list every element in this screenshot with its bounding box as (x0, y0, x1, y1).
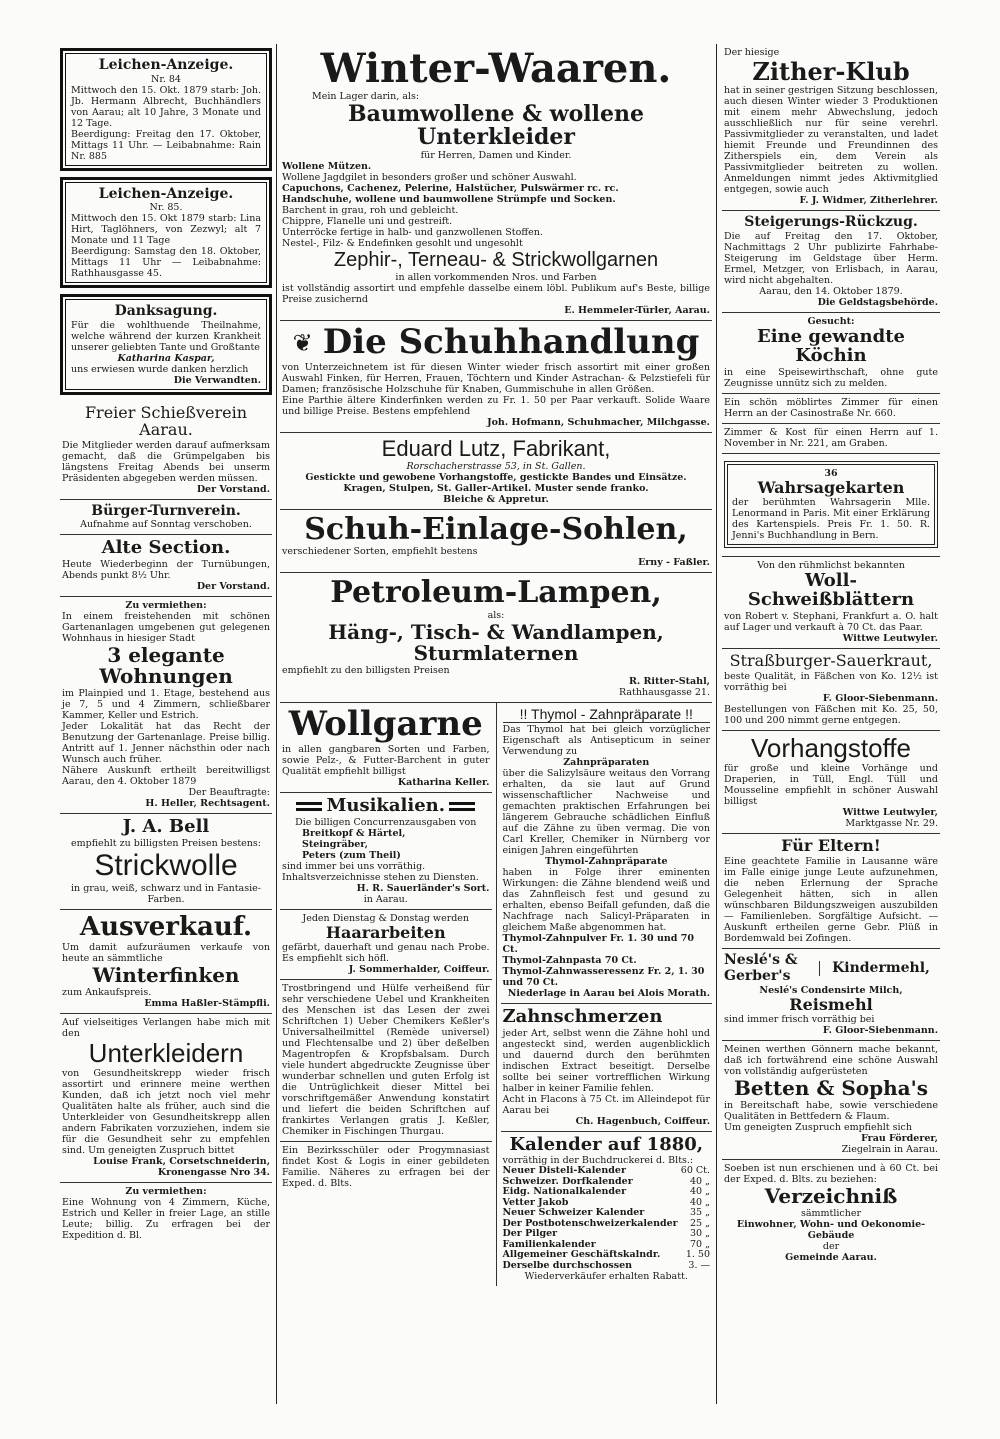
ad-intro: Mein Lager darin, als: (312, 91, 420, 102)
ad-text: für große und kleine Vorhänge und Draperien, in Tüll, Engl. Tüll und Mousseline empfiehlt in schöner Auswahl billigst (724, 763, 938, 808)
calendar-item-name: Neuer Disteli-Kalender (502, 1165, 626, 1177)
calendar-item-name: Der Pilger (502, 1228, 558, 1240)
ad-text: in eine Speisewirthschaft, ohne gute Zeugnisse unnütz sich zu melden. (724, 366, 938, 389)
ad-text: von Unterzeichnetem ist für diesen Winter wieder frisch assortirt mit einer großen Auswahl Finken, für Herren, Frauen, Töchtern und Kinder Astrachan- & Pelzstiefeli für Damen; französische Holzschuhe für Knaben, Gummischuhe in allen Größen. (282, 361, 710, 395)
price-line: Thymol-Zahnpulver Fr. 1. 30 und 70 Ct. (502, 932, 694, 955)
ad-text: Die auf Freitag den 17. Oktober, Nachmittags 2 Uhr publizirte Fahrhabe-Steigerung im Geldstage über Herm. Ermel, Metzger, von Erlisbach, in Aarau, wird nicht abgehalten. (724, 230, 938, 286)
ad-big: Strickwolle (94, 849, 238, 883)
obituary-burial: Beerdigung: Freitag den 17. Oktober, Mittags 11 Uhr. — Leibabnahme: Rain Nr. 885 (71, 128, 261, 162)
shooting-club-ad (60, 401, 272, 500)
calendar-item-name: Neuer Schweizer Kalender (502, 1207, 645, 1219)
thanks-text2: uns erwiesen wurde danken herzlich (71, 364, 249, 376)
hair-ad (280, 910, 492, 981)
ad-title: Zahnschmerzen (502, 1005, 663, 1027)
ad-sign: F. Gloor-Siebenmann. (822, 1025, 938, 1037)
auction-cancel-ad (722, 211, 940, 313)
ad-text: Soeben ist nun erschienen und à 60 Ct. bei der Exped. d. Blts. zu beziehen: (724, 1163, 938, 1186)
ad-text3: haben in Folge ihrer eminenten Wirkungen: die Zähne blendend weiß und das Zahnfleisch fest und gesund zu erhalten, ebenso Beifall gefunden, daß die Nachfrage nach Salicyl-Präparaten in gleichem Maße abgenommen hat. (502, 866, 710, 933)
ad-big: Winterfinken (92, 962, 240, 987)
calendar-item-name: Familienkalender (502, 1238, 596, 1250)
ad-text: Um damit aufzuräumen verkaufe von heute an sämmtliche (62, 941, 270, 964)
yarn-ad (280, 703, 492, 793)
ad-sign: Niederlage in Aarau bei Alois Morath. (507, 987, 710, 999)
apartments-ad (60, 597, 272, 814)
ad-text: In einem freistehenden mit schönen Gartenanlagen umgebenen gut gelegenen Wohnhaus in hiesiger Stadt (62, 611, 270, 645)
calendar-item (503, 1261, 711, 1272)
ad-sign: J. Sommerhalder, Coiffeur. (348, 964, 490, 976)
ad-big: Woll-Schweißblättern (747, 570, 915, 611)
ad-title: Musikalien. (326, 794, 446, 816)
calendar-item-name: Der Postbotenschweizerkalender (502, 1217, 678, 1229)
ad-big: Reismehl (789, 994, 873, 1014)
calendar-item-name: Vetter Jakob (502, 1196, 569, 1208)
calendar-item-price: 40 „ (689, 1175, 710, 1187)
ad-head: Zu vermiethen: (125, 1186, 207, 1198)
lutz-ad (280, 433, 712, 510)
item: Chippre, Flanelle uni und gestreift. (282, 216, 453, 228)
ad-big: Haararbeiten (325, 922, 446, 942)
calendar-item-price: 1. 50 (685, 1249, 710, 1261)
ad-sign: Der Vorstand. (196, 483, 270, 495)
ad-text: Die Mitglieder werden darauf aufmerksam gemacht, daß die Grümpelgaben bis längstens Freitag Abends bei unserm Präsidenten abgegeben werden müssen. (62, 439, 270, 484)
ad-text: empfiehlt zu den billigsten Preisen (282, 664, 450, 676)
ad-line: der (822, 1241, 840, 1253)
ad-sign: F. Gloor-Siebenmann. (822, 693, 938, 705)
price-line: Thymol-Zahnwasseressenz Fr. 2, 1. 30 und 70 Ct. (502, 965, 705, 988)
ad-sign2: in Aarau. (363, 893, 408, 905)
directory-ad (722, 1160, 940, 1267)
ad-sub: Baumwollene & wollene Unterkleider (348, 101, 644, 151)
middle-subcolumn-left (280, 703, 497, 1286)
ad-line: Gestickte und gewobene Vorhangstoffe, gestickte Bandes und Einsätze. (305, 471, 687, 483)
item: Barchent in grau, roh und gebleicht. (282, 205, 459, 217)
zither-ad (722, 44, 940, 211)
ad-line: Peters (zum Theil) (302, 849, 401, 861)
toothache-ad (501, 1004, 713, 1132)
column-right (722, 44, 940, 1267)
shoe-shop-ad (280, 321, 712, 433)
curtain-ad (722, 731, 940, 834)
ad-addr: Rorschacherstrasse 53, in St. Gallen. (406, 460, 586, 472)
ad-big: Betten & Sopha's (733, 1076, 928, 1101)
thanks-notice (60, 294, 272, 395)
obituary-number: Nr. 85. (149, 202, 183, 214)
ad-title: !! Thymol - Zahnpräparate !! (503, 707, 711, 723)
ad-big: Unterkleidern (88, 1037, 244, 1068)
ad-text: in allen gangbaren Sorten und Farben, sowie Pelz-, & Futter-Barchent in guter Qualität empfiehlt billigst (282, 743, 490, 777)
insoles-ad (280, 510, 712, 574)
gymnastics-ad (60, 500, 272, 536)
obituary-85 (60, 177, 272, 289)
ad-sign: F. J. Widmer, Zitherlehrer. (799, 195, 938, 207)
cook-wanted-ad (722, 313, 940, 394)
ad-title: Wahrsagekarten (757, 477, 905, 497)
ad-text: Eine Wohnung von 4 Zimmern, Küche, Estrich und Keller in freier Lage, an stille Leute; billig. Zu erfragen bei der Expedition d. Bl. (62, 1197, 270, 1242)
ad-text: vorräthig in der Buchdruckerei d. Blts.: (502, 1155, 694, 1167)
item: Wollene Mützen. (282, 161, 372, 173)
ad-text2: in grau, weiß, schwarz und in Fantasie-Farben. (71, 882, 261, 905)
ad-text: ist vollständig assortirt und empfehle dasselbe einem löbl. Publikum auf's Beste, billige Preise zusichernd (282, 283, 710, 306)
ad-text: Zimmer & Kost für einen Herrn auf 1. November in Nr. 221, am Graben. (724, 426, 938, 449)
thanks-name: Katharina Kaspar, (117, 353, 215, 365)
board-ad (280, 1142, 492, 1193)
price-line: Thymol-Zahnpasta 70 Ct. (502, 954, 637, 966)
sauerkraut-ad (722, 649, 940, 731)
ad-text: Ein schön möblirtes Zimmer für einen Herrn an der Casinostraße Nr. 660. (724, 396, 938, 419)
ad-text3: Um geneigten Zuspruch empfiehlt sich (724, 1122, 912, 1134)
ad-sub: Zahnpräparaten (563, 756, 650, 768)
ad-sub: Häng-, Tisch- & Wandlampen, Sturmlaternen (328, 619, 664, 665)
ad-sign: Wittwe Leutwyler, (842, 807, 938, 819)
ad-line: Kragen, Stulpen, St. Galler-Artikel. Muster sende franko. (343, 482, 649, 494)
ad-text3: Jeder Lokalität hat das Recht der Benutzung der Gartenanlage. Preise billig. Antritt auf 1. Jenner nächsthin oder nach Wunsch auch früher. (62, 721, 270, 766)
calendar-item-name: Derselbe durchschossen (502, 1259, 633, 1271)
ad-text: verschiedener Sorten, empfiehlt bestens (282, 546, 478, 558)
ad-text2: sind immer bei uns vorräthig. (282, 860, 426, 872)
obituary-title: Leichen-Anzeige. (98, 57, 234, 73)
obituary-number: Nr. 84 (151, 73, 181, 85)
ad-title: J. A. Bell (122, 816, 210, 838)
ad-title: Vorhangstoffe (751, 733, 911, 764)
ad-text2: zum Ankaufspreis. (62, 986, 152, 998)
ad-sign: Ch. Hagenbuch, Coiffeur. (575, 1115, 710, 1127)
ad-sign: Joh. Hofmann, Schuhmacher, Milchgasse. (487, 416, 710, 428)
room-ad (722, 394, 940, 424)
ad-text: Von den rühmlichst bekannten (757, 560, 905, 572)
item: Handschuhe, wollene und baumwollene Strümpfe und Socken. (282, 194, 616, 206)
rule-ornament (445, 799, 479, 814)
ad-sign: Wittwe Leutwyler. (842, 633, 938, 645)
item: Nestel-, Filz- & Endefinken gesohlt und ungesohlt (282, 238, 523, 250)
room-board-ad (722, 424, 940, 454)
calendar-item-name: Schweizer. Dorfkalender (502, 1175, 633, 1187)
ad-big: 3 elegante Wohnungen (99, 643, 233, 689)
ad-text: Eine geachtete Familie in Lausanne wäre im Falle einige junge Leute aufzunehmen, die neben Erlernung der Sprache Gelegenheit hätten, sich in allen wünschbaren Bildungszweigen auszubilden — Familienleben. Sorgfältige Aufsicht. — Auskunft ertheilen gerne Gebr. Plüß in Bordemwald bei Zofingen. (724, 856, 938, 945)
chain-border (724, 461, 938, 549)
parents-ad (722, 834, 940, 949)
ad-sign: Frau Förderer, (861, 1133, 938, 1145)
ad-als: als: (487, 609, 505, 621)
underwear-ad (60, 1014, 272, 1183)
ad-sign2: Rathhausgasse 21. (619, 686, 710, 698)
obituary-title: Leichen-Anzeige. (98, 185, 234, 202)
calendar-item-name: Allgemeiner Geschäftskalndr. (502, 1249, 661, 1261)
thanks-text: Für die wohlthuende Theilnahme, welche während der kurzen Krankheit unserer geliebten Tante und Großtante (71, 320, 261, 354)
obituary-burial: Beerdigung: Samstag den 18. Oktober, Mittags 11 Uhr — Leibabnahme: Rathhausgasse 45. (71, 246, 261, 280)
ad-sign: Emma Haßler-Stämpfli. (144, 997, 270, 1009)
ad-text2: im Plainpied und 1. Etage, bestehend aus je 7, 5 und 4 Zimmern, schließbarer Kammer, Keller und Estrich. (62, 688, 270, 722)
obituary-84 (60, 48, 272, 171)
ad-sign: Katharina Keller. (397, 776, 490, 788)
calendar-item-price: 60 Ct. (680, 1165, 710, 1177)
ad-line: Einwohner, Wohn- und Oekonomie-Gebäude (736, 1219, 926, 1242)
beds-ad (722, 1041, 940, 1160)
ad-text2: von Robert v. Stephani, Frankfurt a. O. halt auf Lager und verkauft à 70 Ct. das Paar. (724, 611, 938, 634)
ad-text: hat in seiner gestrigen Sitzung beschlossen, auch diesen Winter wieder 3 Produktionen mit einem mehr Abwechslung, jedoch ausschließlich nur für seine verehrl. Passivmitglieder zu veranstalten, und ladet hiemit Freunde und Freundinnen des Zitherspiels ein, dem Verein als Passivmitglieder beitreten zu wollen. Anmeldungen nimmt jedes Aktivmitglied entgegen, sowie auch (724, 85, 938, 196)
ad-text2: Eine Parthie ältere Kinderfinken werden zu Fr. 1. 50 per Paar verkauft. Solide Waare und billige Preise. Bestens empfehlend (282, 394, 710, 417)
middle-subcolumn-right (497, 703, 713, 1286)
ad-sign: Die Geldstagsbehörde. (817, 296, 938, 308)
ad-head: Gesucht: (807, 315, 855, 327)
ad-text: beste Qualität, in Fäßchen von Ko. 12½ ist vorräthig bei (724, 671, 938, 694)
ad-title: Freier Schießverein Aarau. (84, 403, 248, 439)
ad-sub2: Thymol-Zahnpräparate (544, 855, 668, 867)
ad-title: Winter-Waaren. (320, 45, 672, 92)
ad-big: Verzeichniß (764, 1184, 898, 1209)
ad-text: Heute Wiederbeginn der Turnübungen, Abends punkt 8½ Uhr. (62, 559, 270, 582)
ad-line: Kindermehl, (819, 961, 938, 976)
ad-title: Ausverkauf. (79, 911, 253, 942)
ad-text: in allen vorkommenden Nros. und Farben (395, 272, 597, 284)
ad-line: Breitkopf & Härtel, (302, 827, 406, 839)
ad-title: Kalender auf 1880, (509, 1133, 704, 1155)
ad-title: Petroleum-Lampen, (330, 575, 662, 611)
ad-line: Steingräber, (302, 838, 368, 850)
remedy-ad (280, 980, 492, 1142)
calendar-item-price: 70 „ (689, 1238, 710, 1250)
ad-text: jeder Art, selbst wenn die Zähne hohl und angesteckt sind, werden augenblicklich und dauernd durch den berühmten indischen Extract beseitigt. Derselbe sollte bei seiner vortrefflichen Wirkung halber in keiner Familie fehlen. (502, 1027, 710, 1094)
music-ad (280, 793, 492, 910)
ad-pre: Der hiesige (724, 47, 780, 58)
ad-big: Zephir-, Terneau- & Strickwollgarnen (333, 249, 659, 272)
ad-line: Neslé's Condensirte Milch, (759, 984, 903, 996)
ad-text: Auf vielseitiges Verlangen habe mich mit den (62, 1016, 270, 1039)
calendar-item-price: 3. — (688, 1259, 710, 1271)
ad-sign: R. Ritter-Stahl, (628, 675, 710, 687)
thanks-title: Danksagung. (114, 303, 218, 320)
ad-sign: Der Vorstand. (196, 581, 270, 593)
ad-title: Steigerungs-Rückzug. (744, 214, 918, 231)
lamps-ad (280, 573, 712, 703)
ad-text3: Inhaltsverzeichnisse stehen zu Diensten. (282, 871, 479, 883)
item: Capuchons, Cachenez, Pelerine, Halstücher, Pulswärmer rc. rc. (282, 183, 619, 195)
ad-line: Gerber's (724, 967, 791, 984)
ad-title: Die Schuhhandlung (322, 322, 700, 363)
calendar-ad (501, 1132, 713, 1287)
ad-line: Bleiche & Appretur. (443, 493, 549, 505)
ad-text2: gefärbt, dauerhaft und genau nach Probe. Es empfiehlt sich höfl. (282, 942, 490, 965)
ad-line: Gemeinde Aarau. (785, 1252, 877, 1264)
ad-text2: Acht in Flacons à 75 Ct. im Alleindepot für Aarau bei (502, 1093, 710, 1116)
ad-title: Schuh-Einlage-Sohlen, (304, 511, 688, 547)
calendar-list (503, 1166, 711, 1271)
ad-sign2: H. Heller, Rechtsagent. (145, 798, 270, 810)
old-section-ad (60, 535, 272, 597)
ad-date: Aarau, den 14. Oktober 1879. (759, 285, 903, 297)
ad-text2: über die Salizylsäure weitaus den Vorrang erhalten, da sie laut auf Grund wissenschaftlicher Nachweise und gemachten praktischen Erfahrungen bei längerem Gebrauche schädlichen Einfluß auf die Zähne zu üben vermag. Die von Carl Kreller, Chemiker in Nürnberg vor einigen Jahren eingeführten (502, 767, 710, 856)
column-middle (280, 44, 712, 1286)
item: Wollene Jagdgilet in besonders großer und schöner Auswahl. (282, 172, 577, 184)
ad-text: sind immer frisch vorräthig bei (724, 1014, 875, 1026)
thymol-ad (501, 703, 713, 1004)
ad-sign: Erny - Faßler. (638, 557, 710, 569)
column-rule (716, 44, 717, 1404)
ad-text: Jeden Dienstag & Donstag werden (302, 912, 470, 924)
apartment2-ad (60, 1183, 272, 1245)
calendar-item-price: 40 „ (689, 1196, 710, 1208)
column-left (60, 44, 272, 1245)
ad-text: der berühmten Wahrsagerin Mlle. Lenormand in Paris. Mit einer Erklärung des Kartenspiels. Preis Fr. 1. 50. R. Jenni's Buchhandlung in Bern. (732, 497, 930, 542)
ad-foot: Wiederverkäufer erhalten Rabatt. (524, 1271, 688, 1283)
column-rule (276, 44, 277, 1404)
calendar-item-price: 25 „ (689, 1217, 710, 1229)
ad-text: empfiehlt zu billigsten Preisen bestens: (70, 838, 262, 850)
fortune-cards-ad (722, 454, 940, 558)
rule-ornament (292, 799, 326, 814)
ad-text: Trostbringend und Hülfe verheißend für sehr verschiedene Uebel und Krankheiten des Menschen ist das Lesen der zwei Schriftchen 1) Ueber Chemikers Keßler's Universalheilmittel (Remède universel) und Flechtensalbe und 2) über deßelben Magentropfen & Kropfsbalsam. Durch viele hundert abgedruckte Zeugnisse über wunderbar schnellen und guten Erfolg ist die Untrüglichkeit dieser Mittel bei vorschriftgemäßer Anwendung konstatirt und liefert die beiden Schriftchen auf frankirtes Verlangen gratis J. Keßler, Chemiker in Fischingen Thurgau. (282, 983, 490, 1138)
ad-title: Straßburger-Sauerkraut, (729, 651, 933, 671)
calendar-item-price: 35 „ (689, 1207, 710, 1219)
nestle-ad (722, 949, 940, 1041)
ad-sign: Der Beauftragte: (188, 787, 270, 799)
obituary-text: Mittwoch den 15. Okt 1879 starb: Lina Hirt, Taglöhners, von Zezwyl; alt 7 Monate und 11 Tage (71, 213, 261, 247)
ad-title: Bürger-Turnverein. (91, 502, 241, 519)
ad-text2: Bestellungen von Fäßchen mit Ko. 25, 50, 100 und 200 nimmt gerne entgegen. (724, 704, 938, 727)
ad-title: Eduard Lutz, Fabrikant, (381, 435, 611, 461)
thanks-sign: Die Verwandten. (173, 375, 261, 387)
ad-for: für Herren, Damen und Kinder. (420, 150, 572, 162)
ad-line: sämmtlicher (800, 1208, 862, 1220)
obituary-text: Mittwoch den 15. Okt. 1879 starb: Joh. Jb. Hermann Albrecht, Buchhändlers von Aarau; alt 10 Jahre, 3 Monate und 12 Tage. (71, 84, 261, 129)
calendar-item-name: Eidg. Nationalkalender (502, 1186, 627, 1198)
slipper-icon: ❦ (292, 329, 313, 358)
sweat-pads-ad (722, 557, 940, 649)
ad-text: Meinen werthen Gönnern mache bekannt, daß ich fortwährend eine schöne Auswahl von vollständig aufgerüsteten (724, 1044, 938, 1078)
item: Unterröcke fertige in halb- und ganzwollenen Stoffen. (282, 227, 543, 239)
ad-text: Das Thymol hat bei gleich vorzüglicher Eigenschaft als Antisepticum in seiner Verwendung zu (502, 723, 710, 757)
ad-number: 36 (824, 467, 838, 479)
ad-text2: in Bereitschaft habe, sowie verschiedene Qualitäten in Bettfedern & Flaum. (724, 1100, 938, 1123)
ad-title: Wollgarne (288, 703, 483, 744)
ad-text: Aufnahme auf Sonntag verschoben. (80, 519, 252, 531)
ad-text: Ein Bezirksschüler oder Progymnasiast findet Kost & Logis in einer gebildeten Familie. Näheres zu erfragen bei der Exped. d. Blts. (282, 1145, 490, 1190)
clearance-ad (60, 910, 272, 1014)
ad-sign2: Ziegelrain in Aarau. (841, 1144, 938, 1156)
middle-subcolumns (280, 703, 712, 1286)
ad-title: Zither-Klub (752, 57, 910, 86)
ad-line: Neslé's & (724, 952, 798, 969)
ad-big: Eine gewandte Köchin (757, 325, 905, 366)
calendar-item-price: 30 „ (689, 1228, 710, 1240)
bell-ad (60, 814, 272, 909)
ad-title: Für Eltern! (781, 836, 881, 856)
ad-text: Die billigen Concurrenzausgaben von (295, 816, 477, 828)
ad-title: Alte Section. (101, 537, 231, 559)
calendar-item-price: 40 „ (689, 1186, 710, 1198)
ad-sign2: Marktgasse Nr. 29. (845, 818, 938, 830)
winter-goods-ad (280, 44, 712, 321)
ad-sign: Louise Frank, Corsetschneiderin, Kronengasse Nro 34. (93, 1156, 270, 1179)
ad-sign: E. Hemmeler-Türler, Aarau. (564, 305, 710, 317)
ad-head: Zu vermiethen: (125, 600, 207, 612)
ad-text4: Nähere Auskunft ertheilt bereitwilligst Aarau, den 4. Oktober 1879 (62, 765, 270, 788)
ad-sign: H. R. Sauerländer's Sort. (356, 882, 490, 894)
ad-text2: von Gesundheitskrepp wieder frisch assortirt und erinnere meine werthen Kunden, daß ich jetzt noch viel mehr Qualitäten halte als früher, auch sind die Unterkleider von Gesundheitskrepp allen andern Fabrikaten vorzuziehen, indem sie für die Gesundheit sehr zu empfehlen sind. Um geneigten Zuspruch bittet (62, 1068, 270, 1157)
